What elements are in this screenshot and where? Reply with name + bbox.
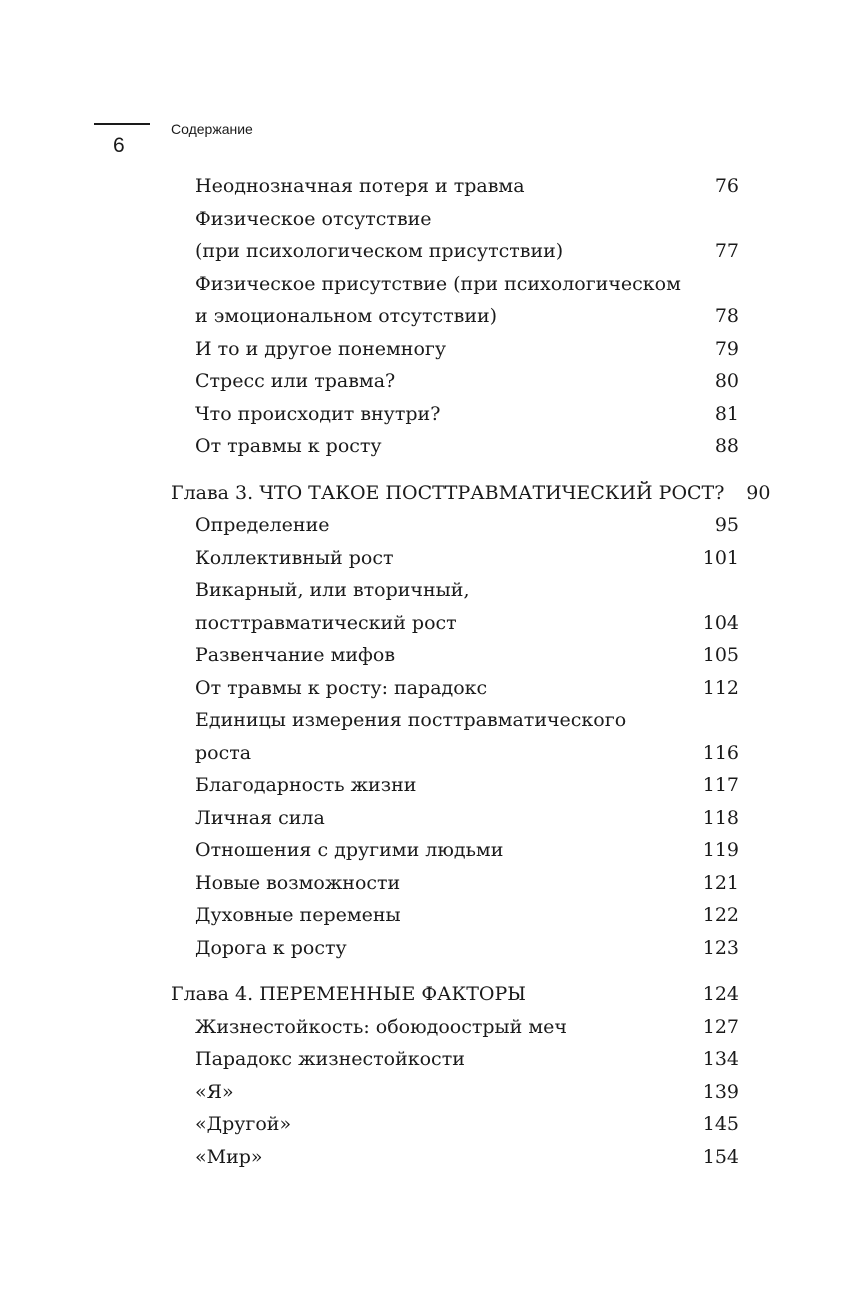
toc-entry[interactable] bbox=[171, 170, 739, 203]
table-of-contents bbox=[171, 170, 771, 1173]
toc-entry-title: и эмоциональном отсутствии) bbox=[195, 300, 501, 333]
toc-entry-page: 81 bbox=[714, 402, 739, 425]
dot-leader bbox=[329, 807, 699, 824]
dot-leader bbox=[444, 403, 707, 420]
toc-entry-page: 121 bbox=[702, 871, 739, 894]
toc-entry-title: «Другой» bbox=[195, 1108, 295, 1141]
dot-leader bbox=[238, 1081, 699, 1098]
header-rule bbox=[94, 123, 150, 125]
toc-entry[interactable] bbox=[171, 430, 739, 463]
dot-leader bbox=[386, 435, 707, 452]
toc-entry-page: 118 bbox=[702, 806, 739, 829]
toc-entry-line1: Викарный, или вторичный, bbox=[195, 579, 470, 601]
toc-entry-page: 116 bbox=[702, 741, 739, 764]
toc-entry-title: «Я» bbox=[195, 1076, 238, 1109]
toc-chapter-4[interactable] bbox=[171, 978, 739, 1011]
toc-entry-page: 117 bbox=[702, 774, 739, 796]
toc-entry-title: посттравматический рост bbox=[195, 607, 461, 640]
toc-entry-page: 134 bbox=[702, 1048, 739, 1070]
toc-entry-page: 79 bbox=[714, 337, 739, 360]
toc-entry[interactable] bbox=[171, 802, 739, 835]
toc-entry[interactable] bbox=[171, 398, 739, 431]
dot-leader bbox=[405, 904, 699, 921]
dot-leader bbox=[567, 240, 707, 257]
dot-leader bbox=[295, 1113, 699, 1130]
toc-entry-page: 145 bbox=[702, 1113, 739, 1135]
toc-entry-title: Благодарность жизни bbox=[195, 769, 420, 802]
toc-entry-title: Парадокс жизнестойкости bbox=[195, 1043, 469, 1076]
toc-entry-page: 105 bbox=[702, 644, 739, 666]
toc-entry-title: Жизнестойкость: обоюдоострый меч bbox=[195, 1011, 571, 1044]
toc-entry-page: 101 bbox=[702, 546, 739, 569]
dot-leader bbox=[507, 839, 698, 856]
dot-leader bbox=[399, 370, 707, 387]
dot-leader bbox=[728, 482, 738, 499]
toc-entry-title: Новые возможности bbox=[195, 867, 404, 900]
toc-entry-page: 127 bbox=[702, 1015, 739, 1038]
dot-leader bbox=[501, 305, 707, 322]
chapter-title: Глава 3. ЧТО ТАКОЕ ПОСТТРАВМАТИЧЕСКИЙ РОСТ? bbox=[171, 477, 728, 510]
toc-chapter-3[interactable] bbox=[171, 477, 771, 510]
toc-entry[interactable] bbox=[171, 769, 739, 802]
toc-entry-title: (при психологическом присутствии) bbox=[195, 235, 567, 268]
toc-entry-title: Стресс или травма? bbox=[195, 365, 399, 398]
toc-entry[interactable] bbox=[171, 509, 739, 542]
toc-entry-title: Коллективный рост bbox=[195, 542, 398, 575]
toc-entry[interactable] bbox=[171, 867, 739, 900]
toc-entry[interactable] bbox=[171, 365, 739, 398]
dot-leader bbox=[571, 1016, 699, 1033]
toc-entry-page: 78 bbox=[714, 305, 739, 327]
toc-entry-page: 80 bbox=[714, 370, 739, 392]
dot-leader bbox=[351, 937, 699, 954]
toc-entry-title: И то и другое понемногу bbox=[195, 333, 450, 366]
section-gap bbox=[171, 463, 739, 477]
toc-entry-title: «Мир» bbox=[195, 1141, 267, 1174]
dot-leader bbox=[450, 338, 707, 355]
toc-entry[interactable] bbox=[171, 607, 739, 640]
toc-entry-title: Неоднозначная потеря и травма bbox=[195, 170, 529, 203]
dot-leader bbox=[461, 612, 699, 629]
toc-entry-page: 77 bbox=[714, 240, 739, 262]
toc-entry-title: роста bbox=[195, 737, 255, 770]
dot-leader bbox=[420, 774, 698, 791]
toc-entry[interactable] bbox=[171, 1011, 739, 1044]
page-number: 6 bbox=[113, 134, 125, 157]
toc-entry[interactable] bbox=[171, 1141, 739, 1174]
toc-entry-page: 139 bbox=[702, 1080, 739, 1103]
toc-entry[interactable] bbox=[171, 300, 739, 333]
toc-entry[interactable] bbox=[171, 542, 739, 575]
toc-entry[interactable] bbox=[171, 672, 739, 705]
toc-entry-page: 76 bbox=[714, 175, 739, 197]
toc-entry[interactable] bbox=[171, 333, 739, 366]
toc-entry-page: 154 bbox=[702, 1145, 739, 1168]
toc-entry[interactable] bbox=[171, 639, 739, 672]
toc-entry-page: 123 bbox=[702, 936, 739, 959]
toc-entry-title: Что происходит внутри? bbox=[195, 398, 444, 431]
dot-leader bbox=[529, 175, 707, 192]
toc-entry[interactable] bbox=[171, 932, 739, 965]
toc-entry-title: Дорога к росту bbox=[195, 932, 351, 965]
running-head: Содержание bbox=[171, 121, 253, 137]
toc-entry[interactable] bbox=[171, 834, 739, 867]
toc-entry-title: Развенчание мифов bbox=[195, 639, 399, 672]
toc-entry-page: 88 bbox=[714, 435, 739, 457]
toc-entry-title: Личная сила bbox=[195, 802, 329, 835]
toc-entry[interactable] bbox=[171, 1076, 739, 1109]
toc-entry-page: 119 bbox=[702, 839, 739, 861]
toc-entry-title: От травмы к росту bbox=[195, 430, 386, 463]
toc-entry-title: Духовные перемены bbox=[195, 899, 405, 932]
dot-leader bbox=[404, 872, 699, 889]
dot-leader bbox=[491, 677, 699, 694]
section-gap bbox=[171, 964, 739, 978]
toc-entry[interactable] bbox=[171, 737, 739, 770]
toc-entry-page: 112 bbox=[702, 676, 739, 699]
toc-entry[interactable] bbox=[171, 235, 739, 268]
dot-leader bbox=[399, 644, 699, 661]
toc-entry-title: Отношения с другими людьми bbox=[195, 834, 507, 867]
toc-entry-page: 95 bbox=[714, 514, 739, 536]
dot-leader bbox=[255, 742, 699, 759]
toc-entry-line1: Физическое отсутствие bbox=[195, 207, 432, 230]
dot-leader bbox=[530, 983, 699, 1000]
dot-leader bbox=[333, 514, 707, 531]
toc-entry-line1: Физическое присутствие (при психологическом bbox=[195, 272, 681, 295]
toc-entry-line1: Единицы измерения посттравматического bbox=[195, 709, 627, 731]
toc-entry[interactable] bbox=[171, 899, 739, 932]
toc-entry-page: 122 bbox=[702, 904, 739, 926]
toc-entry-title: От травмы к росту: парадокс bbox=[195, 672, 491, 705]
chapter-page: 90 bbox=[746, 481, 771, 504]
dot-leader bbox=[267, 1146, 699, 1163]
dot-leader bbox=[398, 547, 699, 564]
dot-leader bbox=[469, 1048, 699, 1065]
toc-entry[interactable] bbox=[171, 1043, 739, 1076]
toc-entry-page: 104 bbox=[702, 611, 739, 634]
chapter-page: 124 bbox=[702, 983, 739, 1005]
toc-entry-title: Определение bbox=[195, 509, 333, 542]
toc-entry[interactable] bbox=[171, 1108, 739, 1141]
chapter-title: Глава 4. ПЕРЕМЕННЫЕ ФАКТОРЫ bbox=[171, 978, 530, 1011]
